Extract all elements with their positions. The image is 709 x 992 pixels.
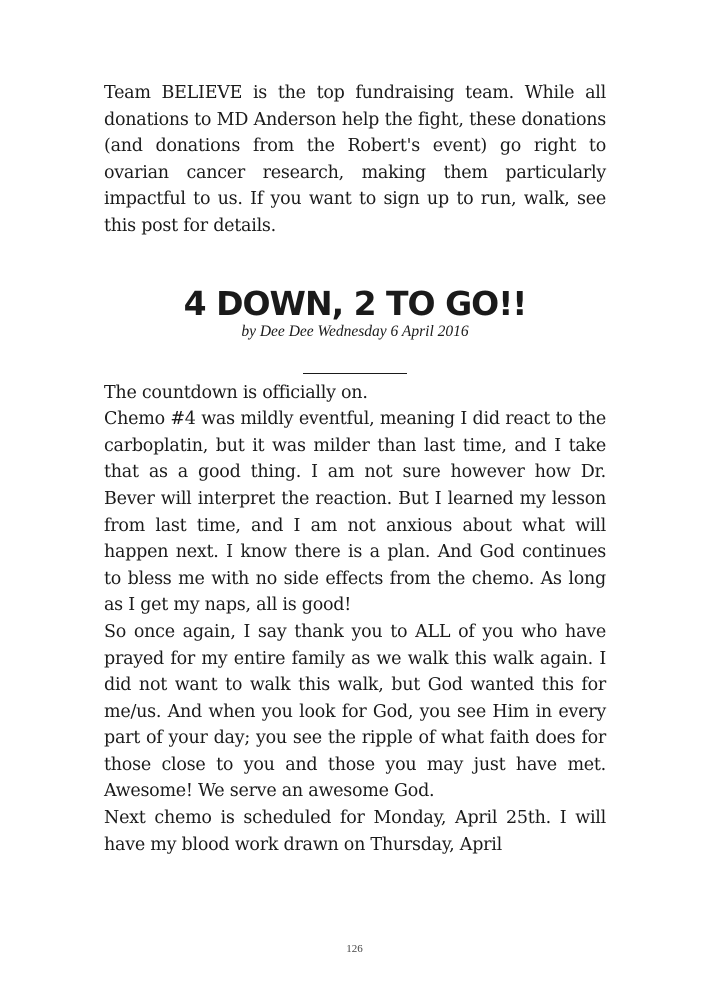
body-paragraph: The countdown is officially on. [104,382,368,403]
body-paragraph: Next chemo is scheduled for Monday, April 25th. I will have my blood work drawn on Thursday, April [104,808,606,855]
page-number: 126 [346,943,363,955]
body-paragraph: Chemo #4 was mildly eventful, meaning I did react to the carboplatin, but it was milder than last time, and I take that as a good thing. I am not sure however how Dr. Bever will interpret the reaction. But I learned my lesson from last time, and I am not anxious about what will happen next. I know there is a plan. And God continues to bless me with no side effects from the chemo. As long as I get my naps, all is good! [104,409,606,616]
section-divider [104,360,606,380]
post-title: 4 DOWN, 2 TO GO!! [183,283,527,323]
post-byline: by Dee Dee Wednesday 6 April 2016 [241,322,469,340]
intro-paragraph: Team BELIEVE is the top fundraising team. While all donations to MD Anderson help the fight, these donations (and donations from the Robert's event) go right to ovarian cancer research, making them particularly impactful to us. If you want to sign up to run, walk, see this post for details. [104,83,606,236]
body-paragraph: So once again, I say thank you to ALL of you who have prayed for my entire family as we walk this walk again. I did not want to walk this walk, but God wanted this for me/us. And when you look for God, you see Him in every part of your day; you see the ripple of what faith does for those close to you and those you may just have met. Awesome! We serve an awesome God. [104,621,606,802]
page-content [104,80,606,858]
